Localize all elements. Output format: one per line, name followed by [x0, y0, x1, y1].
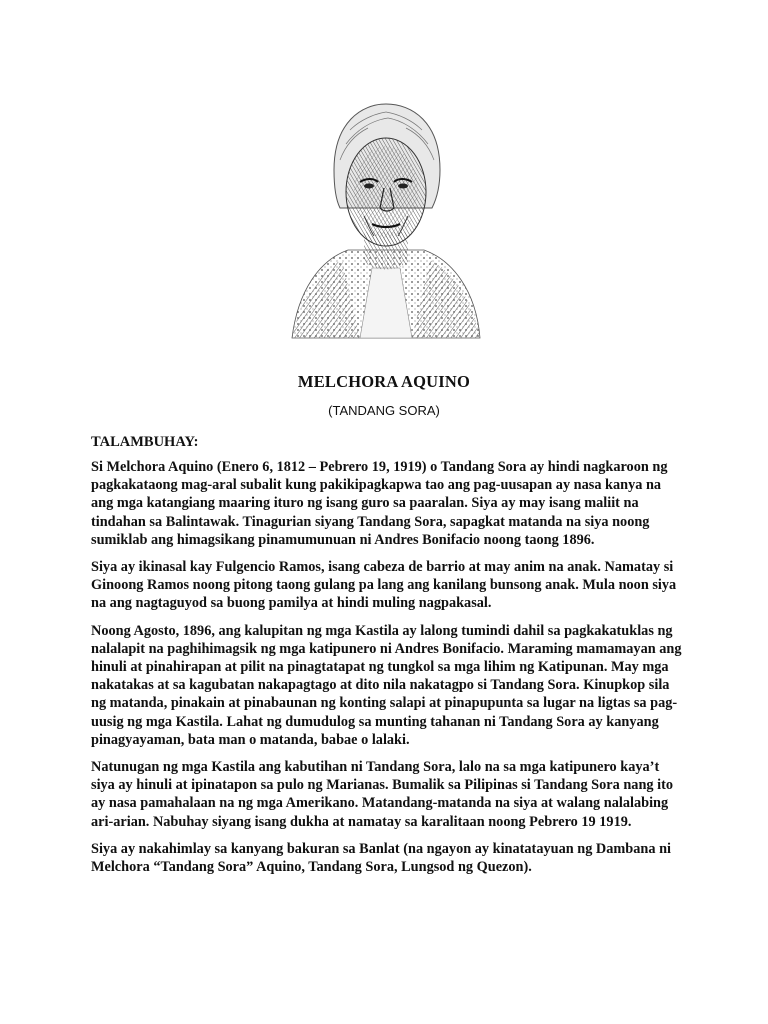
paragraph-3: Noong Agosto, 1896, ang kalupitan ng mga Kastila ay lalong tumindi dahil sa pagkakatuklas ng nalalapit na paghihimagsik ng mga katipunero ni Andres Bonifacio. Maraming mamamayan ang hinuli at pinahirapan at pilit na pinagtatapat ng tungkol sa mga lihim ng Katipunan. May mga nakatakas at sa kagubatan nakapagtago at dito nila nakatagpo si Tandang Sora. Kinupkop sila ng matanda, pinakain at pinabaunan ng konting salapi at pinapupunta sa lugar na ligtas sa pag-uusig ng mga Kastila. Lahat ng dumudulog sa munting tahanan ni Tandang Sora ay kanyang pinagyayaman, bata man o matanda, babae o lalaki.	[91, 622, 682, 748]
page-title: MELCHORA AQUINO	[297, 372, 471, 391]
paragraph-2: Siya ay ikinasal kay Fulgencio Ramos, isang cabeza de barrio at may anim na anak. Namatay si Ginoong Ramos noong pitong taong gulang pa lang ang kanilang bunsong anak. Mula noon siya na ang nagtaguyod sa buong pamilya at hindi muling nagpakasal.	[91, 559, 677, 612]
paragraph-4: Natunugan ng mga Kastila ang kabutihan ni Tandang Sora, lalo na sa mga katipunero kaya’t siya ay hinuli at ipinatapon sa pulo ng Marianas. Bumalik sa Pilipinas si Tandang Sora nang ito ay nasa pamahalaan na ng mga Amerikano. Matandang-matanda na siya at walang nalalabing ari-arian. Nabuhay siyang isang dukha at namatay sa karalitaan noong Pebrero 19 1919.	[91, 759, 673, 830]
portrait-illustration	[290, 100, 482, 340]
section-heading: TALAMBUHAY:	[91, 434, 199, 450]
biography-body	[91, 458, 685, 885]
paragraph-5: Siya ay nakahimlay sa kanyang bakuran sa Banlat (na ngayon ay kinatatayuan ng Dambana ni Melchora “Tandang Sora” Aquino, Tandang Sora, Lungsod ng Quezon).	[91, 840, 671, 876]
subtitle: (TANDANG SORA)	[328, 403, 440, 418]
paragraph-1: Si Melchora Aquino (Enero 6, 1812 – Pebrero 19, 1919) o Tandang Sora ay hindi nagkaroon ng pagkakataong mag-aral subalit kung pakikipagkapwa tao ang pag-uusapan ay nasa kanya na ang mga katangiang maaring ituro ng isang guro sa paaralan. Siya ay may isang maliit na tindahan sa Balintawak. Tinagurian siyang Tandang Sora, sapagkat matanda na siya noong sumiklab ang himagsikang pinamumunuan ni Andres Bonifacio noong taong 1896.	[91, 459, 668, 548]
